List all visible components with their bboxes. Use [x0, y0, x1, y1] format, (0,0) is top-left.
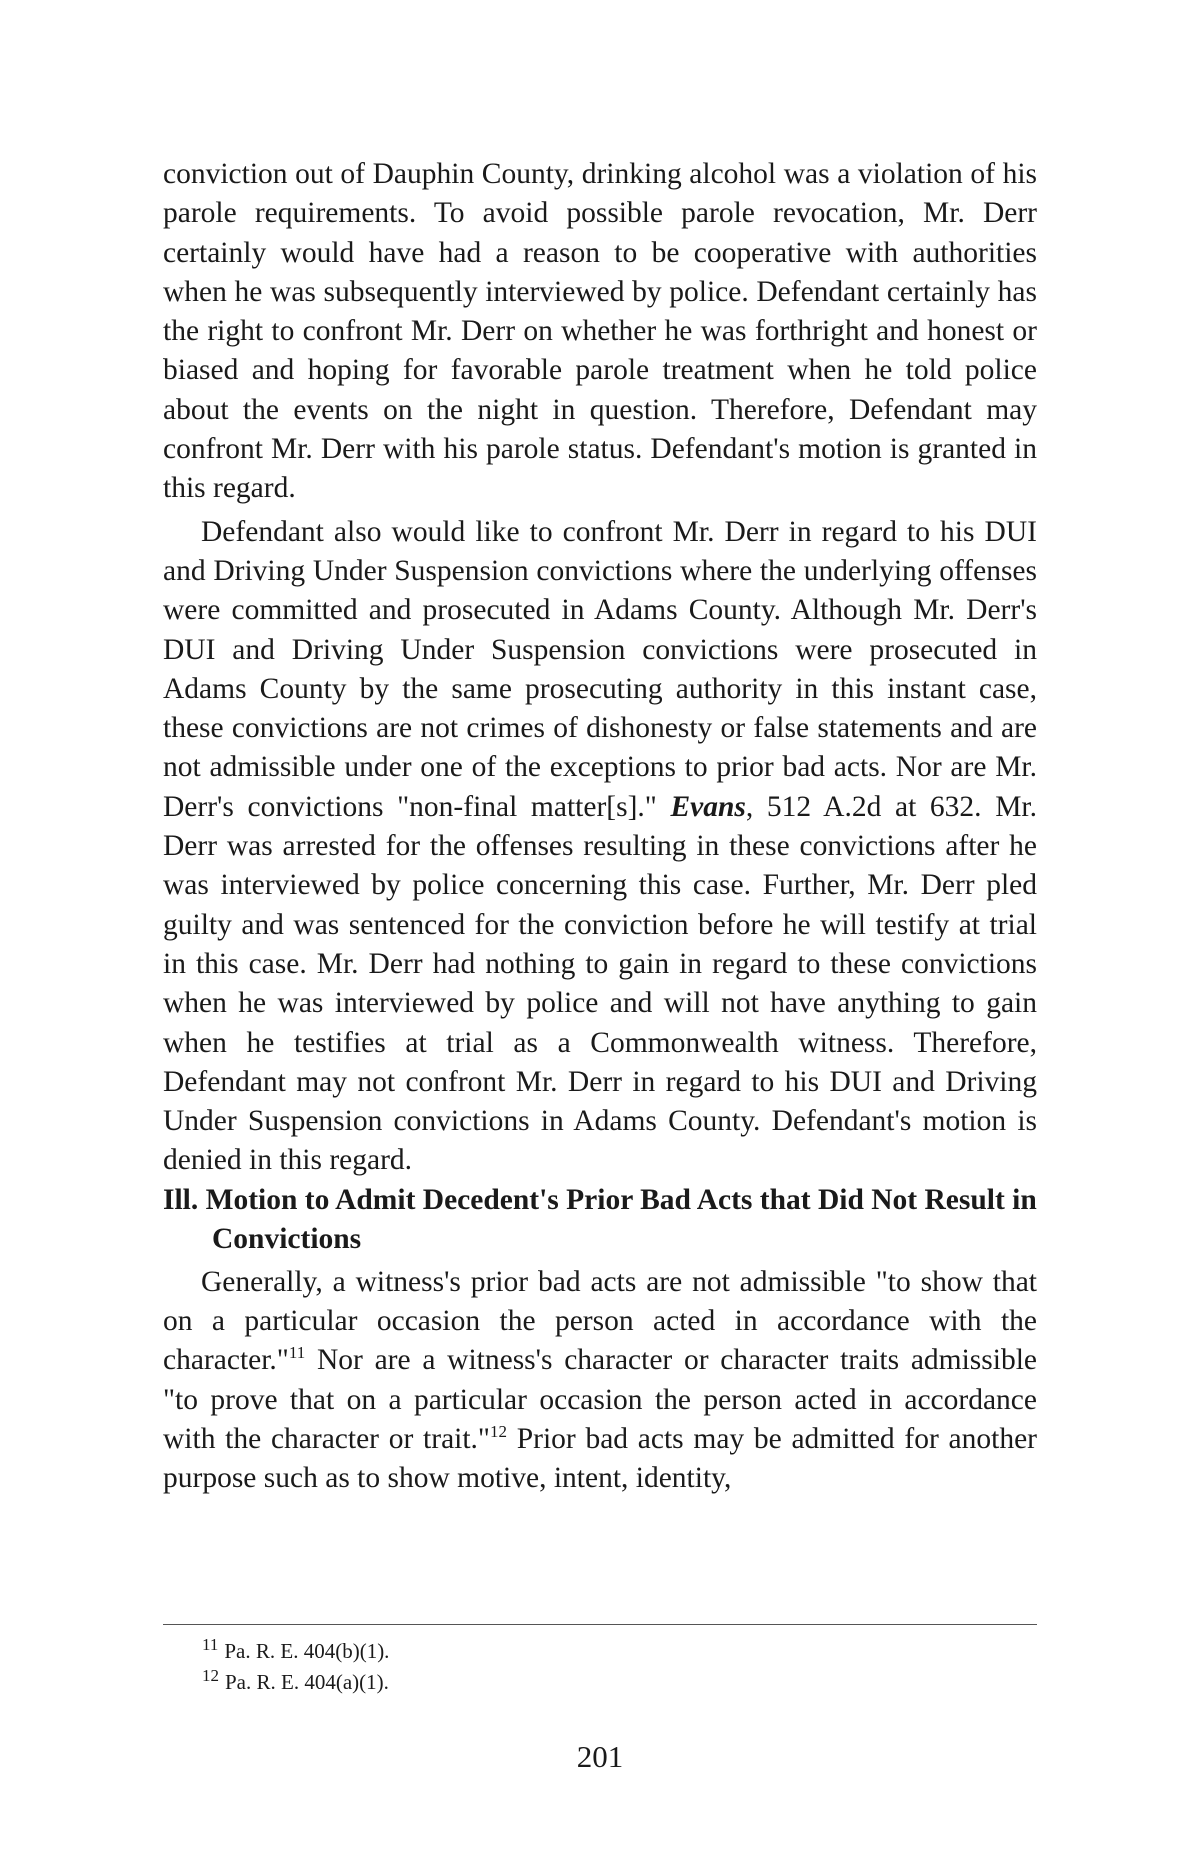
footnote-number: 12 [202, 1666, 219, 1685]
page-number: 201 [576, 1739, 624, 1774]
footnotes [202, 1636, 1002, 1698]
paragraph-dui-continued: , 512 A.2d at 632. Mr. Derr was arrested for the offenses resulting in these convictions after he was interviewed by police concerning this case. Further, Mr. Derr pled guilty and was sentenced for the conviction before he will testify at trial in this case. Mr. Derr had nothing to gain in regard to these convictions when he was interviewed by police and will not have anything to gain when he testifies at trial as a Commonwealth witness. Therefore, Defendant may not confront Mr. Derr in regard to his DUI and Driving Under Suspension convictions in Adams County. Defendant's motion is denied in this regard. [163, 790, 1037, 1177]
footnote-12 [202, 1667, 1002, 1698]
footnote-ref-11[interactable]: 11 [288, 1343, 306, 1363]
body-text [163, 155, 1037, 1499]
footnote-text: Pa. R. E. 404(a)(1). [225, 1670, 389, 1694]
paragraph-part-2: Nor are a witness's character or character traits admissible "to prove that on a particular occasion the person acted in accordance with the character or trait." [163, 1344, 1037, 1455]
paragraph-dui-text: Defendant also would like to confront Mr. Derr in regard to his DUI and Driving Under Suspension convictions where the underlying offenses were committed and prosecuted in Adams County. Although Mr. Derr's DUI and Driving Under Suspension convictions were prosecuted in Adams County by the same prosecuting authority in this instant case, these convictions are not crimes of dishonesty or false statements and are not admissible under one of the exceptions to prior bad acts. Nor are Mr. Derr's convictions "non-final matter[s]." [163, 515, 1037, 823]
paragraph-part-1: Generally, a witness's prior bad acts are not admissible "to show that on a particular occasion the person acted in accordance with the character." [163, 1265, 1037, 1377]
paragraph-parole-status: conviction out of Dauphin County, drinking alcohol was a violation of his parole requirements. To avoid possible parole revocation, Mr. Derr certainly would have had a reason to be cooperative with authorities when he was subsequently interviewed by police. Defendant certainly has the right to confront Mr. Derr on whether he was forthright and honest or biased and hoping for favorable parole treatment when he told police about the events on the night in question. Therefore, Defendant may confront Mr. Derr with his parole status. Defendant's motion is granted in this regard. [163, 158, 1037, 505]
footnote-text: Pa. R. E. 404(b)(1). [224, 1639, 390, 1663]
case-citation: Evans [670, 790, 746, 823]
section-heading: Ill. Motion to Admit Decedent's Prior Bad Acts that Did Not Result in Convictions [163, 1183, 1037, 1255]
footnote-divider [163, 1624, 1037, 1625]
footnote-number: 11 [202, 1635, 219, 1654]
footnote-11 [202, 1636, 1002, 1667]
paragraph-part-3: Prior bad acts may be admitted for another purpose such as to show motive, intent, identity, [163, 1422, 1038, 1495]
footnote-ref-12[interactable]: 12 [489, 1422, 507, 1442]
paragraph-prior-bad-acts [163, 1263, 1037, 1499]
paragraph-dui-convictions [163, 513, 1037, 1181]
